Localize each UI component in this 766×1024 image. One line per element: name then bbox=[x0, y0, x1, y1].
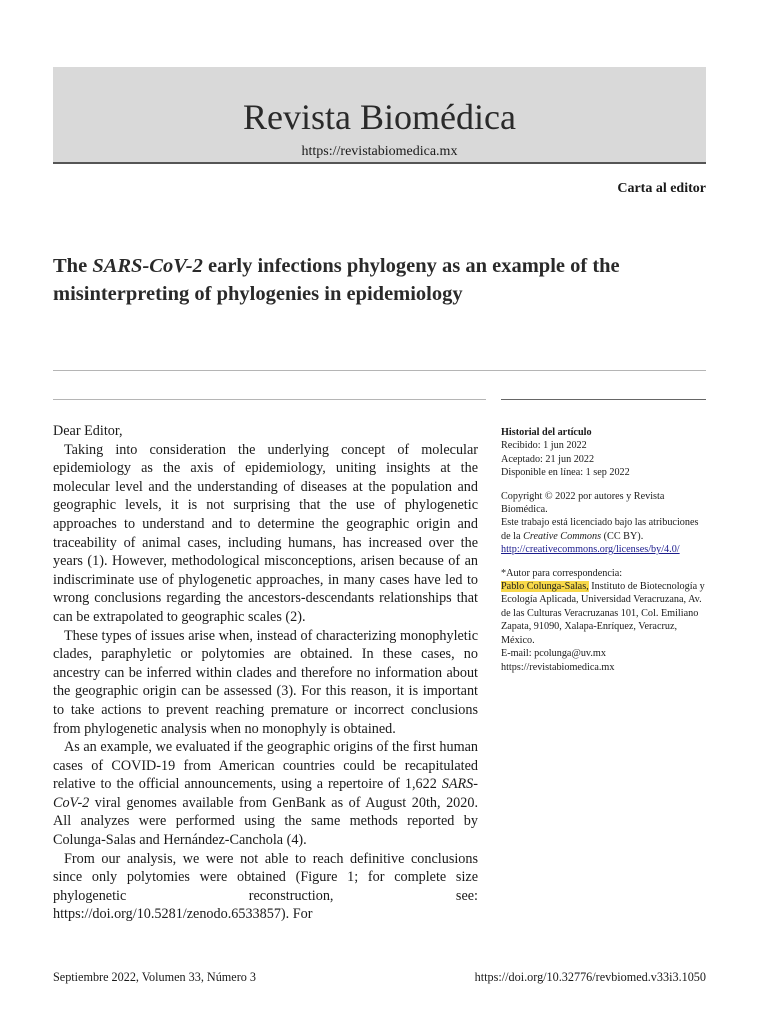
author-email[interactable]: E-mail: pcolunga@uv.mx bbox=[501, 648, 606, 660]
divider-right bbox=[501, 399, 706, 400]
accepted-date: Aceptado: 21 jun 2022 bbox=[501, 453, 595, 465]
footer-doi[interactable]: https://doi.org/10.32776/revbiomed.v33i3.1050 bbox=[474, 970, 706, 984]
correspondence-address bbox=[501, 580, 708, 647]
footer-issue: Septiembre 2022, Volumen 33, Número 3 bbox=[53, 970, 256, 984]
paragraph-4: From our analysis, we were not able to reach definitive conclusions since only polytomies were obtained (Figure 1; for complete size phylogenetic reconstruction, see: https://doi.org/10.5281/zenodo.6533857). For bbox=[53, 850, 478, 923]
license-italic: Creative Commons bbox=[523, 530, 602, 542]
title-part1: The bbox=[53, 255, 93, 277]
license-text-b: (CC BY). bbox=[601, 530, 644, 542]
divider-full bbox=[53, 370, 706, 371]
title-italic: SARS-CoV-2 bbox=[92, 255, 203, 277]
journal-site[interactable]: https://revistabiomedica.mx bbox=[501, 661, 615, 673]
section-label: Carta al editor bbox=[617, 181, 706, 196]
salutation: Dear Editor, bbox=[53, 423, 123, 439]
title-part2: early infections phylogeny as an example of the misinterpreting of phylogenies in epidemiology bbox=[53, 255, 620, 305]
article-sidebar bbox=[501, 426, 708, 684]
author-name: Pablo Colunga-Salas, bbox=[501, 581, 589, 593]
p3-text-b: viral genomes available from GenBank as of August 20th, 2020. All analyzes were performed using the same methods reported by Colunga-Salas and Hernández-Canchola (4). bbox=[53, 794, 478, 849]
license-block bbox=[501, 490, 708, 557]
paragraph-2: These types of issues arise when, instead of characterizing monophyletic clades, paraphyletic or polytomies are obtained. In these cases, no ancestry can be inferred within clades and therefore no information about the geographic origin can be assessed (3). For this reason, it is important to take actions to prevent reaching premature or incorrect conclusions from phylogenetic analysis when no monophyly is obtained. bbox=[53, 627, 478, 737]
correspondence-block bbox=[501, 567, 708, 674]
p3-italic: SARS-CoV-2 bbox=[53, 776, 478, 811]
paragraph-1: Taking into consideration the underlying concept of molecular epidemiology as the axis of epidemiology, uniting insights at the molecular level and the understanding of diseases at the population and geographic levels, it is not surprising that the use of phylogenetic approaches to understand and to determine the geographic origin and traceability of animal cases, including humans, has increased over the years (1). However, methodological misconceptions, arisen because of an indiscriminate use of phylogenetic approaches, in many cases have led to wrong conclusions regarding the ancestors-descendants relationships that can be extrapolated to geographic scales (2). bbox=[53, 441, 478, 625]
received-date: Recibido: 1 jun 2022 bbox=[501, 440, 587, 452]
license-text-a: Este trabajo está licenciado bajo las atribuciones de la bbox=[501, 517, 699, 542]
letter-body bbox=[53, 422, 478, 924]
history-title: Historial del artículo bbox=[501, 427, 592, 438]
available-date: Disponible en línea: 1 sep 2022 bbox=[501, 467, 630, 479]
divider-left bbox=[53, 399, 486, 400]
article-title bbox=[53, 252, 706, 308]
journal-title: Revista Biomédica bbox=[243, 97, 516, 137]
journal-url[interactable]: https://revistabiomedica.mx bbox=[301, 144, 458, 159]
author-affiliation: Instituto de Biotecnología y Ecología Aplicada, Universidad Veracruzana, Av. de las Culturas Veracruzanas 101, Col. Emiliano Zapata, 91090, Xalapa-Enríquez, Veracruz, México. bbox=[501, 581, 705, 646]
paragraph-3 bbox=[53, 738, 478, 850]
p3-text-a: As an example, we evaluated if the geographic origins of the first human cases of COVID-19 from American countries could be recapitulated relative to the official announcements, using a repertoire of 1,622 bbox=[53, 739, 478, 793]
copyright-text: Copyright © 2022 por autores y Revista Biomédica. bbox=[501, 490, 665, 516]
article-history bbox=[501, 426, 708, 480]
license-text bbox=[501, 516, 708, 543]
license-link[interactable]: http://creativecommons.org/licenses/by/4.0/ bbox=[501, 544, 680, 556]
journal-banner bbox=[53, 67, 706, 164]
correspondence-label: *Autor para correspondencia: bbox=[501, 567, 623, 579]
